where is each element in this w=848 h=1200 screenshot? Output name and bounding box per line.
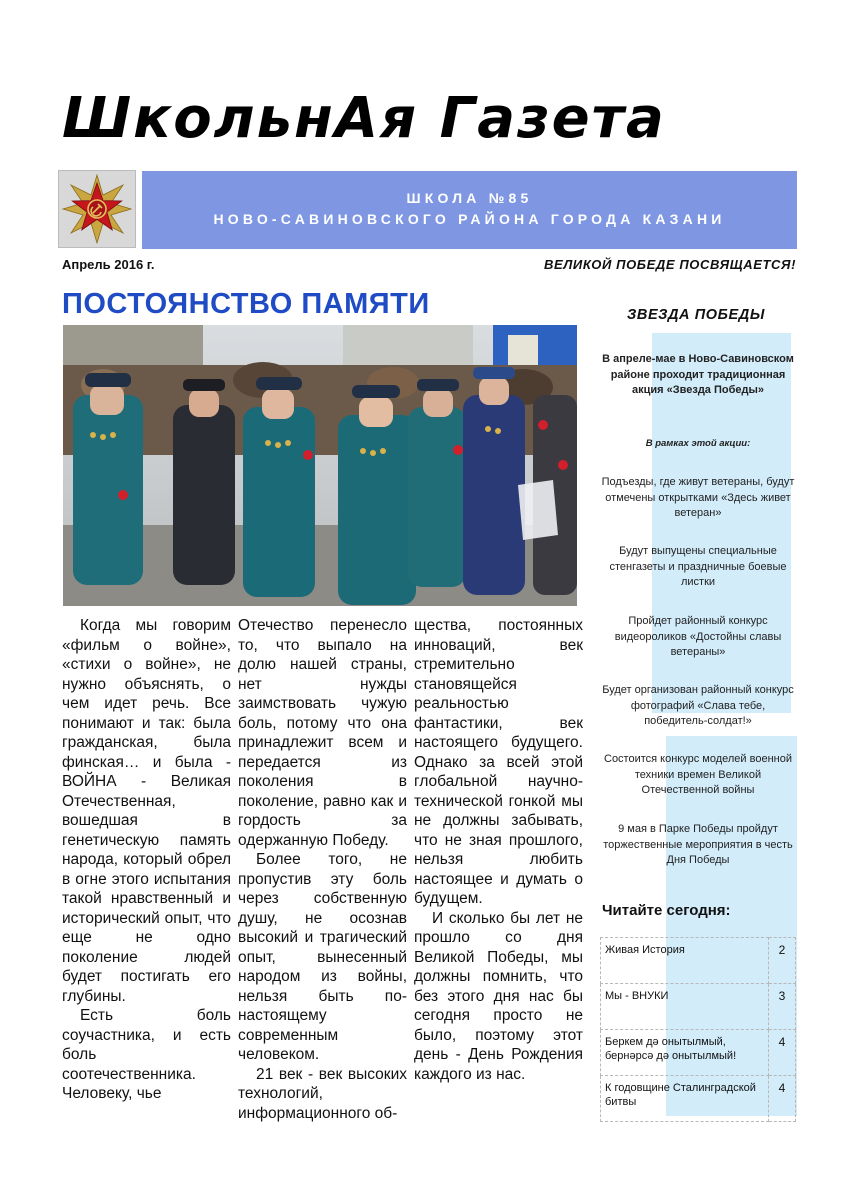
sidebar-intro: В апреле-мае в Ново-Савиновском районе проходит традиционная акция «Звезда Победы» (602, 353, 794, 396)
article-paragraph: Отечество перенесло то, что выпало на долю нашей страны, нет нужды заимствовать чужую боль, потому что она принадлежит всем и передается из поколения в поколение, равно как и гордость за одержанную Победу. (238, 617, 407, 849)
toc-page: 4 (769, 1076, 796, 1122)
toc-page: 4 (769, 1030, 796, 1076)
order-star-emblem (58, 170, 136, 248)
article-paragraph: И сколько бы лет не прошло со дня Великой Победы, мы должны помнить, что без этого дня нас бы сегодня просто не было, поэтому этот день - День Рождения каждого из нас. (414, 909, 583, 1083)
newspaper-masthead: ШкольнАя Газета (62, 86, 666, 151)
sidebar-item: Будет организован районный конкурс фотографий «Слава тебе, победитель-солдат!» (602, 684, 794, 727)
article-paragraph: Более того, не пропустив эту боль через собственную душу, не осознав высокий и трагический опыт, вынесенный народом из войны, нельзя быть по-настоящему современным человеком. (238, 851, 407, 1063)
article-column-3 (414, 616, 583, 1084)
school-name: ШКОЛА №85 (406, 190, 533, 206)
toc-label[interactable]: Живая История (601, 938, 769, 984)
toc-label[interactable]: К годовщине Сталинградской битвы (601, 1076, 769, 1122)
toc-row[interactable] (601, 938, 796, 984)
article-paragraph: Есть боль соучастника, и есть боль соотечественника. Человеку, чье (62, 1007, 231, 1102)
school-district: НОВО-САВИНОВСКОГО РАЙОНА ГОРОДА КАЗАНИ (213, 211, 726, 227)
article-headline: ПОСТОЯНСТВО ПАМЯТИ (62, 288, 430, 320)
toc-label[interactable]: Мы - ВНУКИ (601, 984, 769, 1030)
toc-title: Читайте сегодня: (602, 902, 731, 919)
issue-date: Апрель 2016 г. (62, 257, 155, 272)
toc-row[interactable] (601, 1076, 796, 1122)
toc-table (600, 937, 796, 1122)
sidebar-subhead: В рамках этой акции: (645, 438, 751, 449)
sidebar-item: Будут выпущены специальные стенгазеты и праздничные боевые листки (609, 545, 787, 588)
toc-label[interactable]: Беркем дә онытылмый, бернәрсә дә онытылмый! (601, 1030, 769, 1076)
sidebar-item: 9 мая в Парке Победы пройдут торжественные мероприятия в честь Дня Победы (603, 823, 793, 866)
dedication: ВЕЛИКОЙ ПОБЕДЕ ПОСВЯЩАЕТСЯ! (543, 257, 796, 272)
veterans-parade-photo (63, 325, 577, 606)
article-paragraph: щества, постоянных инноваций, век стремительно становящейся реальностью фантастики, век настоящего будущего. Однако за всей этой глобальной научно-технической гонкой мы не должны забывать, что не зная прошлого, нельзя любить настоящее и думать о будущем. (414, 617, 583, 907)
school-banner (142, 171, 797, 249)
article-paragraph: Когда мы говорим «фильм о войне», «стихи о войне», не нужно объяснять, о чем идет речь. Все понимают и так: была гражданская, была финская… и была - ВОЙНА - Великая Отечественная, вошедшая в генетическую память народа, который обрел в огне этого испытания такой нравственный и исторический опыт, что еще не одно поколение людей будет постигать его глубины. (62, 617, 231, 1005)
toc-row[interactable] (601, 1030, 796, 1076)
sidebar-item: Подъезды, где живут ветераны, будут отмечены открытками «Здесь живет ветеран» (601, 476, 795, 519)
toc-row[interactable] (601, 984, 796, 1030)
toc-page: 2 (769, 938, 796, 984)
toc-page: 3 (769, 984, 796, 1030)
sidebar-item: Пройдет районный конкурс видеороликов «Достойны славы ветераны» (614, 615, 782, 658)
order-star-icon (59, 171, 135, 247)
sidebar-title: ЗВЕЗДА ПОБЕДЫ (627, 307, 765, 323)
article-column-1 (62, 616, 231, 1104)
sidebar-item: Состоится конкурс моделей военной техники времен Великой Отечественной войны (604, 753, 792, 796)
article-column-2 (238, 616, 407, 1123)
article-paragraph: 21 век - век высоких технологий, информационного об- (238, 1065, 407, 1122)
